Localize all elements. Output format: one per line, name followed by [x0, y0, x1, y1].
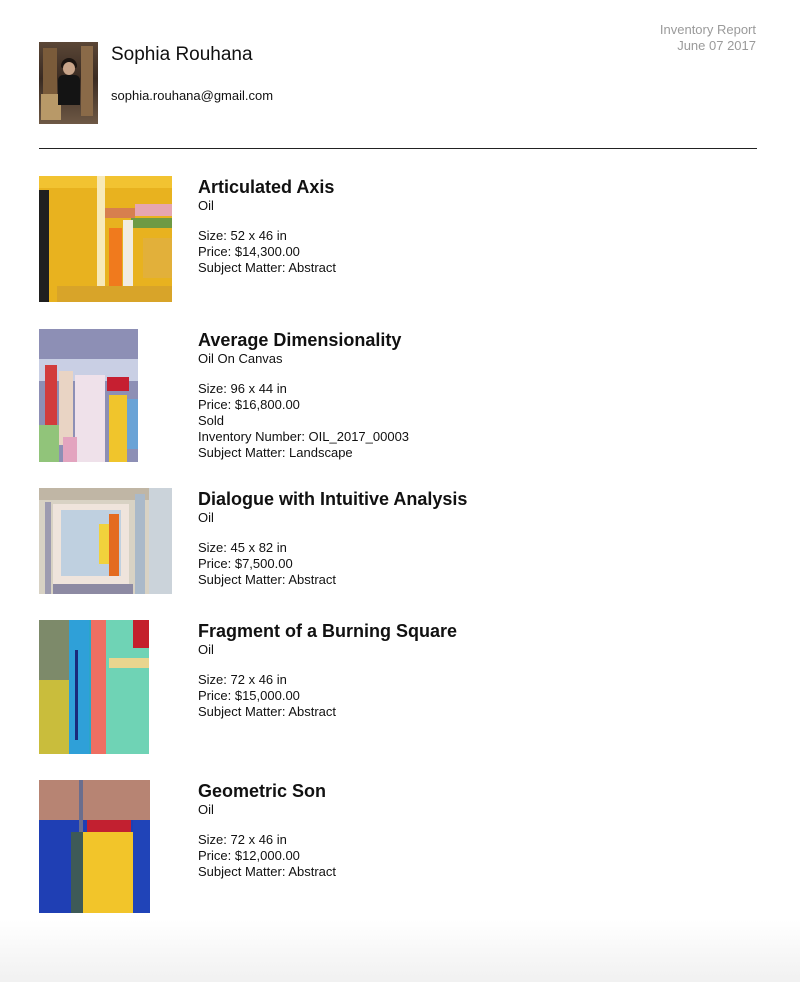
artwork-price: Price: $15,000.00 — [198, 688, 300, 703]
artwork-price: Price: $16,800.00 — [198, 397, 300, 412]
artwork-subject: Subject Matter: Abstract — [198, 260, 337, 275]
artist-email: sophia.rouhana@gmail.com — [111, 88, 274, 103]
artwork-medium: Oil — [198, 198, 214, 213]
artwork-subject: Subject Matter: Abstract — [198, 704, 337, 719]
artwork-title: Dialogue with Intuitive Analysis — [198, 489, 468, 509]
artwork-subject: Subject Matter: Abstract — [198, 572, 337, 587]
artwork-medium: Oil — [198, 510, 214, 525]
artwork-status: Sold — [198, 413, 225, 428]
report-title: Inventory Report — [659, 22, 756, 37]
page-bottom-fade — [0, 920, 800, 982]
artwork-medium: Oil On Canvas — [198, 351, 283, 366]
artwork-title: Average Dimensionality — [198, 330, 402, 350]
artwork-thumbnail — [39, 488, 172, 594]
artwork-medium: Oil — [198, 642, 214, 657]
artwork-subject: Subject Matter: Landscape — [198, 445, 353, 460]
artwork-size: Size: 45 x 82 in — [198, 540, 287, 555]
artwork-medium: Oil — [198, 802, 214, 817]
artwork-size: Size: 96 x 44 in — [198, 381, 287, 396]
artwork-price: Price: $12,000.00 — [198, 848, 300, 863]
artwork-thumbnail — [39, 329, 138, 462]
artwork-title: Articulated Axis — [198, 177, 335, 197]
artist-photo — [39, 42, 98, 124]
artwork-size: Size: 72 x 46 in — [198, 672, 287, 687]
artwork-thumbnail — [39, 780, 150, 913]
artwork-title: Fragment of a Burning Square — [198, 621, 458, 641]
artwork-size: Size: 52 x 46 in — [198, 228, 287, 243]
report-date: June 07 2017 — [677, 38, 756, 53]
artwork-size: Size: 72 x 46 in — [198, 832, 287, 847]
artwork-price: Price: $14,300.00 — [198, 244, 300, 259]
artwork-thumbnail — [39, 620, 149, 754]
artwork-price: Price: $7,500.00 — [198, 556, 293, 571]
artwork-inventory-number: Inventory Number: OIL_2017_00003 — [198, 429, 410, 444]
artwork-title: Geometric Son — [198, 781, 327, 801]
header-divider — [39, 148, 757, 149]
artwork-thumbnail — [39, 176, 172, 302]
artwork-subject: Subject Matter: Abstract — [198, 864, 337, 879]
report-meta — [660, 22, 756, 54]
artist-name: Sophia Rouhana — [111, 44, 253, 65]
